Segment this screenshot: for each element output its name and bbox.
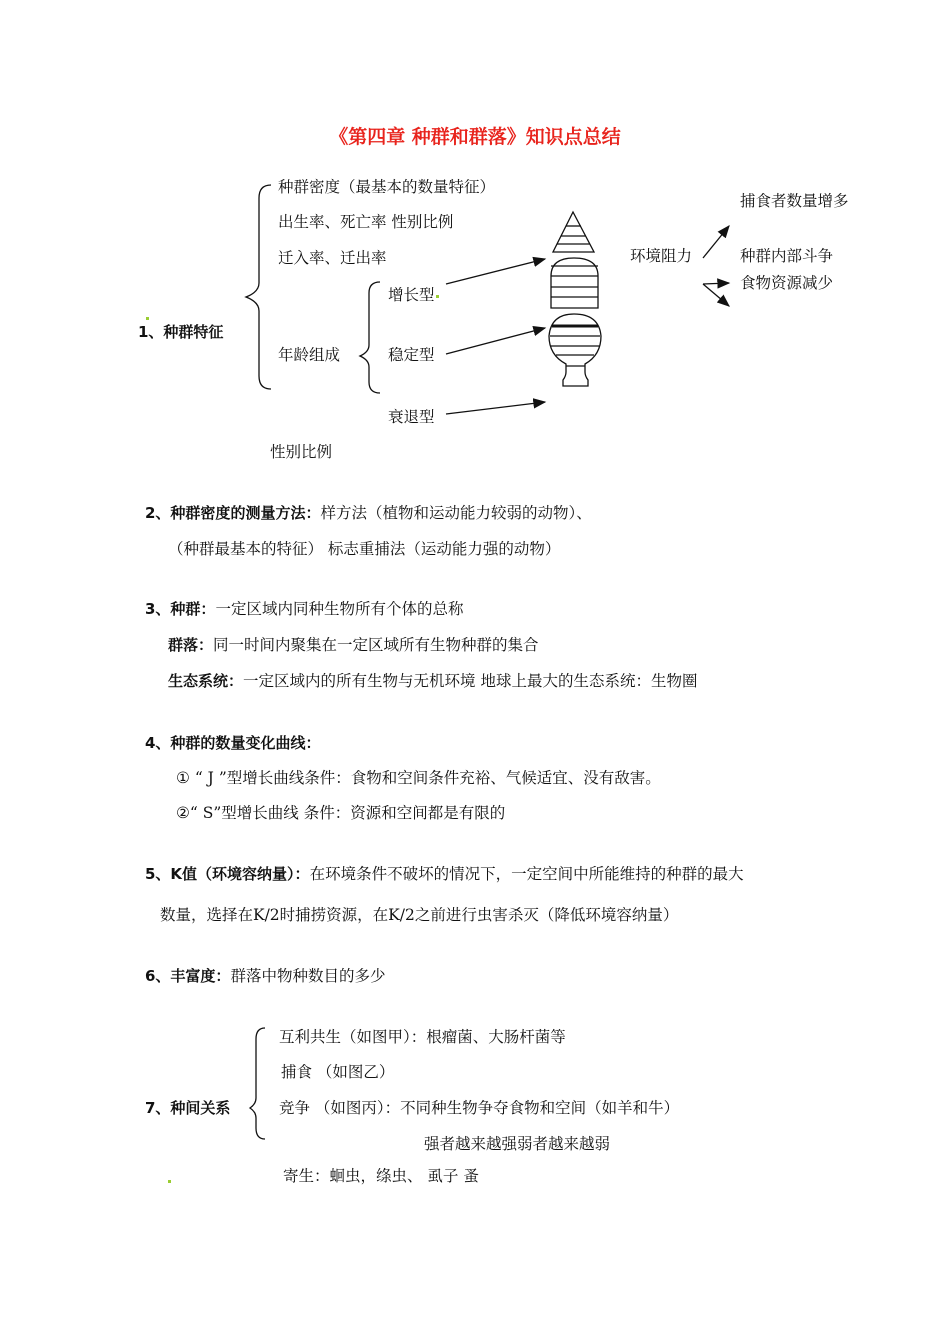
section3-text1: 一定区域内同种生物所有个体的总称 (215, 600, 464, 618)
env-internal-competition: 种群内部斗争 (740, 247, 834, 265)
section3-population (145, 599, 463, 619)
section3-heading1: 3、种群： (145, 600, 216, 618)
section3-community (168, 635, 539, 655)
section6-heading: 6、丰富度： (145, 967, 231, 985)
stable-pyramid-icon (551, 258, 598, 308)
section5-line1 (145, 864, 744, 884)
declining-pyramid-icon (549, 314, 601, 386)
arrow-env-down1 (703, 283, 729, 284)
relation-predation: 捕食 （如图乙） (281, 1063, 395, 1081)
env-predators: 捕食者数量增多 (740, 192, 849, 210)
environment-resistance-label: 环境阻力 (630, 247, 693, 265)
section5-text1: 在环境条件不破坏的情况下，一定空间中所能维持的种群的最大 (309, 865, 744, 883)
age-type-decline: 衰退型 (388, 408, 435, 426)
age-type-growth: 增长型 (388, 286, 435, 304)
relation-competition: 竞争 （如图丙）：不同种生物争夺食物和空间（如羊和牛） (279, 1099, 680, 1117)
relation-competition-note: 强者越来越强弱者越来越弱 (424, 1135, 611, 1153)
arrow-env-up (703, 226, 729, 258)
section2-text1: 样方法（植物和运动能力较弱的动物）、 (320, 504, 592, 522)
section4-s-curve: ②“ S”型增长曲线 条件：资源和空间都是有限的 (176, 804, 506, 822)
section3-heading2: 群落： (168, 636, 214, 654)
env-food-reduction: 食物资源减少 (740, 274, 834, 292)
arrow-stable (446, 328, 545, 354)
section3-ecosystem (168, 671, 697, 691)
section1-brace (246, 185, 271, 389)
arrow-growth (446, 259, 545, 284)
section3-text2: 同一时间内聚集在一定区域所有生物种群的集合 (213, 636, 539, 654)
age-type-stable: 稳定型 (388, 346, 435, 364)
relation-mutualism: 互利共生（如图甲）：根瘤菌、大肠杆菌等 (279, 1028, 566, 1046)
marker-dot (168, 1180, 171, 1183)
feature-migration: 迁入率、迁出率 (278, 249, 387, 267)
marker-dot (146, 317, 149, 320)
section4-j-curve: ① “ J ”型增长曲线条件：食物和空间条件充裕、气候适宜、没有敌害。 (176, 769, 661, 787)
feature-birth-death: 出生率、死亡率 性别比例 (278, 213, 454, 231)
section1-heading: 1、种群特征 (138, 323, 224, 341)
section7-heading: 7、种间关系 (145, 1099, 231, 1117)
section6-text: 群落中物种数目的多少 (230, 967, 386, 985)
relation-parasitism: 寄生：蛔虫，绦虫、 虱子 蚤 (283, 1167, 479, 1185)
section7-brace (250, 1028, 265, 1139)
page-title: 《第四章 种群和群落》知识点总结 (329, 126, 621, 148)
growth-pyramid-icon (553, 212, 594, 252)
section3-heading3: 生态系统： (168, 672, 244, 690)
feature-sex-ratio: 性别比例 (270, 443, 333, 461)
age-brace (360, 282, 380, 393)
feature-age-composition: 年龄组成 (278, 346, 341, 364)
arrow-env-down2 (703, 284, 729, 306)
section3-text3: 一定区域内的所有生物与无机环境 地球上最大的生态系统：生物圈 (243, 672, 698, 690)
marker-dot (436, 295, 439, 298)
arrow-decline (446, 402, 545, 414)
section5-heading: 5、K值（环境容纳量）： (145, 865, 310, 883)
section2-line1 (145, 503, 592, 523)
section5-line2: 数量，选择在K/2时捕捞资源，在K/2之前进行虫害杀灭（降低环境容纳量） (160, 906, 679, 924)
section6-line (145, 966, 385, 986)
section2-heading: 2、种群密度的测量方法： (145, 504, 321, 522)
feature-density: 种群密度（最基本的数量特征） (278, 178, 496, 196)
section4-heading: 4、种群的数量变化曲线： (145, 734, 321, 752)
section2-line2: （种群最基本的特征） 标志重捕法（运动能力强的动物） (168, 540, 561, 558)
